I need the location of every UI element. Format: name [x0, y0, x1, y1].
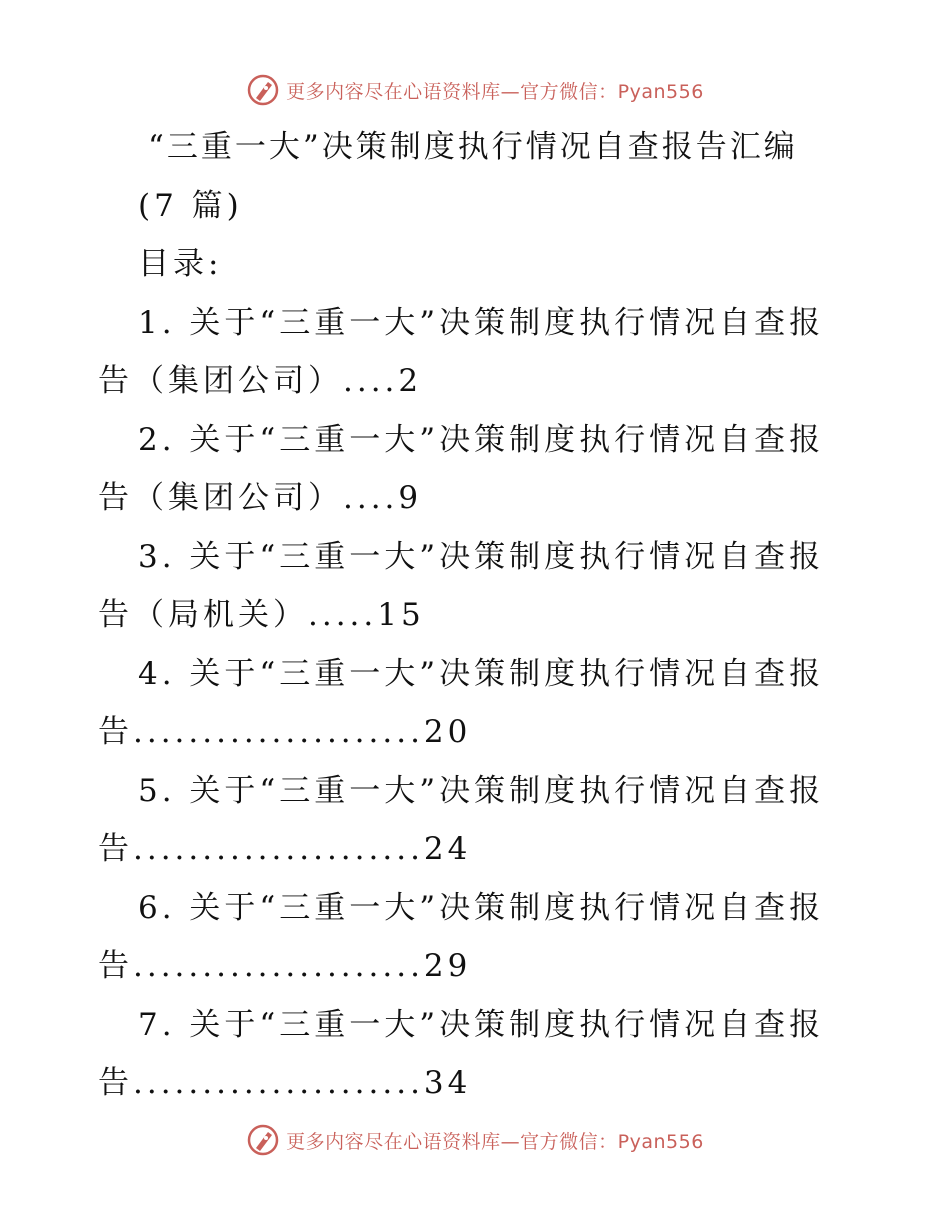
document-title: “三重一大”决策制度执行情况自查报告汇编	[148, 129, 798, 165]
header-watermark	[0, 70, 950, 110]
toc-label: 目录:	[138, 246, 223, 282]
toc-entry-5-line1: 5. 关于“三重一大”决策制度执行情况自查报	[138, 772, 825, 809]
toc-entry-7-line2: 告.....................34	[98, 1065, 472, 1101]
toc-entry-6-line1: 6. 关于“三重一大”决策制度执行情况自查报	[138, 889, 825, 926]
footer-watermark	[0, 1120, 950, 1160]
pen-nib-circle-icon	[246, 73, 280, 107]
watermark-text: 更多内容尽在心语资料库—官方微信：Pyan556	[286, 1130, 704, 1153]
toc-entry-4-line1: 4. 关于“三重一大”决策制度执行情况自查报	[138, 655, 825, 692]
toc-entry-2-line2: 告（集团公司）....9	[98, 480, 423, 516]
toc-entry-6-line2: 告.....................29	[98, 948, 472, 984]
document-body	[98, 118, 848, 1113]
toc-entry-2-line1: 2. 关于“三重一大”决策制度执行情况自查报	[138, 421, 825, 458]
toc-entry-4-line2: 告.....................20	[98, 714, 472, 750]
document-subtitle: (7 篇)	[138, 187, 243, 224]
toc-entry-1-line2: 告（集团公司）....2	[98, 363, 423, 399]
watermark-text: 更多内容尽在心语资料库—官方微信：Pyan556	[286, 80, 704, 103]
toc-entry-1-line1: 1. 关于“三重一大”决策制度执行情况自查报	[138, 304, 825, 341]
toc-entry-3-line2: 告（局机关）.....15	[98, 597, 425, 633]
pen-nib-circle-icon	[246, 1123, 280, 1157]
toc-entry-7-line1: 7. 关于“三重一大”决策制度执行情况自查报	[138, 1006, 825, 1043]
toc-entry-5-line2: 告.....................24	[98, 831, 472, 867]
toc-entry-3-line1: 3. 关于“三重一大”决策制度执行情况自查报	[138, 538, 825, 575]
